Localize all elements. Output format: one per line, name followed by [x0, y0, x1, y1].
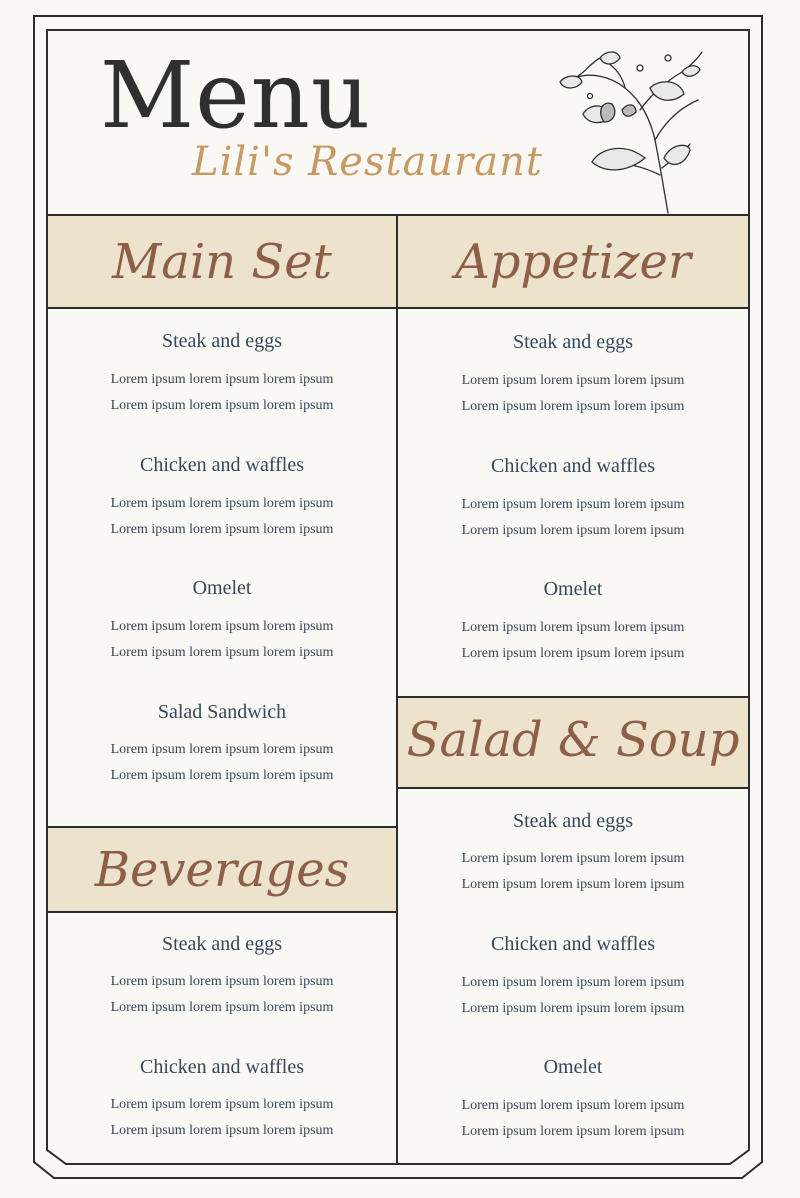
dish-description: Lorem ipsum lorem ipsum lorem ipsum — [461, 646, 685, 661]
dish-description: Lorem ipsum lorem ipsum lorem ipsum — [110, 1123, 334, 1138]
dish-name: Steak and eggs — [162, 933, 282, 955]
dish-name: Omelet — [543, 1056, 603, 1078]
dish-description: Lorem ipsum lorem ipsum lorem ipsum — [110, 1000, 334, 1015]
dish-description: Lorem ipsum lorem ipsum lorem ipsum — [461, 399, 685, 414]
dish-name: Chicken and waffles — [139, 454, 305, 476]
dish-description: Lorem ipsum lorem ipsum lorem ipsum — [110, 742, 334, 757]
dish-description: Lorem ipsum lorem ipsum lorem ipsum — [110, 974, 334, 989]
menu-title: Menu — [100, 42, 372, 149]
dish-description: Lorem ipsum lorem ipsum lorem ipsum — [110, 522, 334, 537]
dish-name: Salad Sandwich — [157, 701, 287, 723]
dish-description: Lorem ipsum lorem ipsum lorem ipsum — [110, 768, 334, 783]
dish-name: Chicken and waffles — [139, 1056, 305, 1078]
dish-description: Lorem ipsum lorem ipsum lorem ipsum — [110, 496, 334, 511]
dish-description: Lorem ipsum lorem ipsum lorem ipsum — [461, 620, 685, 635]
beverages-heading: Beverages — [94, 842, 350, 898]
dish-description: Lorem ipsum lorem ipsum lorem ipsum — [461, 975, 685, 990]
dish-name: Chicken and waffles — [490, 455, 656, 477]
dish-name: Chicken and waffles — [490, 933, 656, 955]
dish-description: Lorem ipsum lorem ipsum lorem ipsum — [461, 523, 685, 538]
dish-description: Lorem ipsum lorem ipsum lorem ipsum — [461, 877, 685, 892]
salad-soup-heading: Salad & Soup — [406, 712, 740, 768]
dish-name: Steak and eggs — [513, 331, 633, 353]
dish-description: Lorem ipsum lorem ipsum lorem ipsum — [461, 1001, 685, 1016]
restaurant-name: Lili's Restaurant — [192, 139, 543, 185]
main-set-heading: Main Set — [112, 234, 332, 290]
dish-description: Lorem ipsum lorem ipsum lorem ipsum — [110, 372, 334, 387]
dish-description: Lorem ipsum lorem ipsum lorem ipsum — [461, 1124, 685, 1139]
dish-description: Lorem ipsum lorem ipsum lorem ipsum — [461, 373, 685, 388]
dish-name: Steak and eggs — [162, 330, 282, 352]
dish-description: Lorem ipsum lorem ipsum lorem ipsum — [461, 497, 685, 512]
dish-description: Lorem ipsum lorem ipsum lorem ipsum — [110, 1097, 334, 1112]
dish-name: Omelet — [192, 577, 252, 599]
dish-description: Lorem ipsum lorem ipsum lorem ipsum — [461, 1098, 685, 1113]
dish-description: Lorem ipsum lorem ipsum lorem ipsum — [461, 851, 685, 866]
dish-name: Steak and eggs — [513, 810, 633, 832]
dish-name: Omelet — [543, 578, 603, 600]
dish-description: Lorem ipsum lorem ipsum lorem ipsum — [110, 645, 334, 660]
dish-description: Lorem ipsum lorem ipsum lorem ipsum — [110, 398, 334, 413]
dish-description: Lorem ipsum lorem ipsum lorem ipsum — [110, 619, 334, 634]
appetizer-heading: Appetizer — [455, 234, 691, 290]
